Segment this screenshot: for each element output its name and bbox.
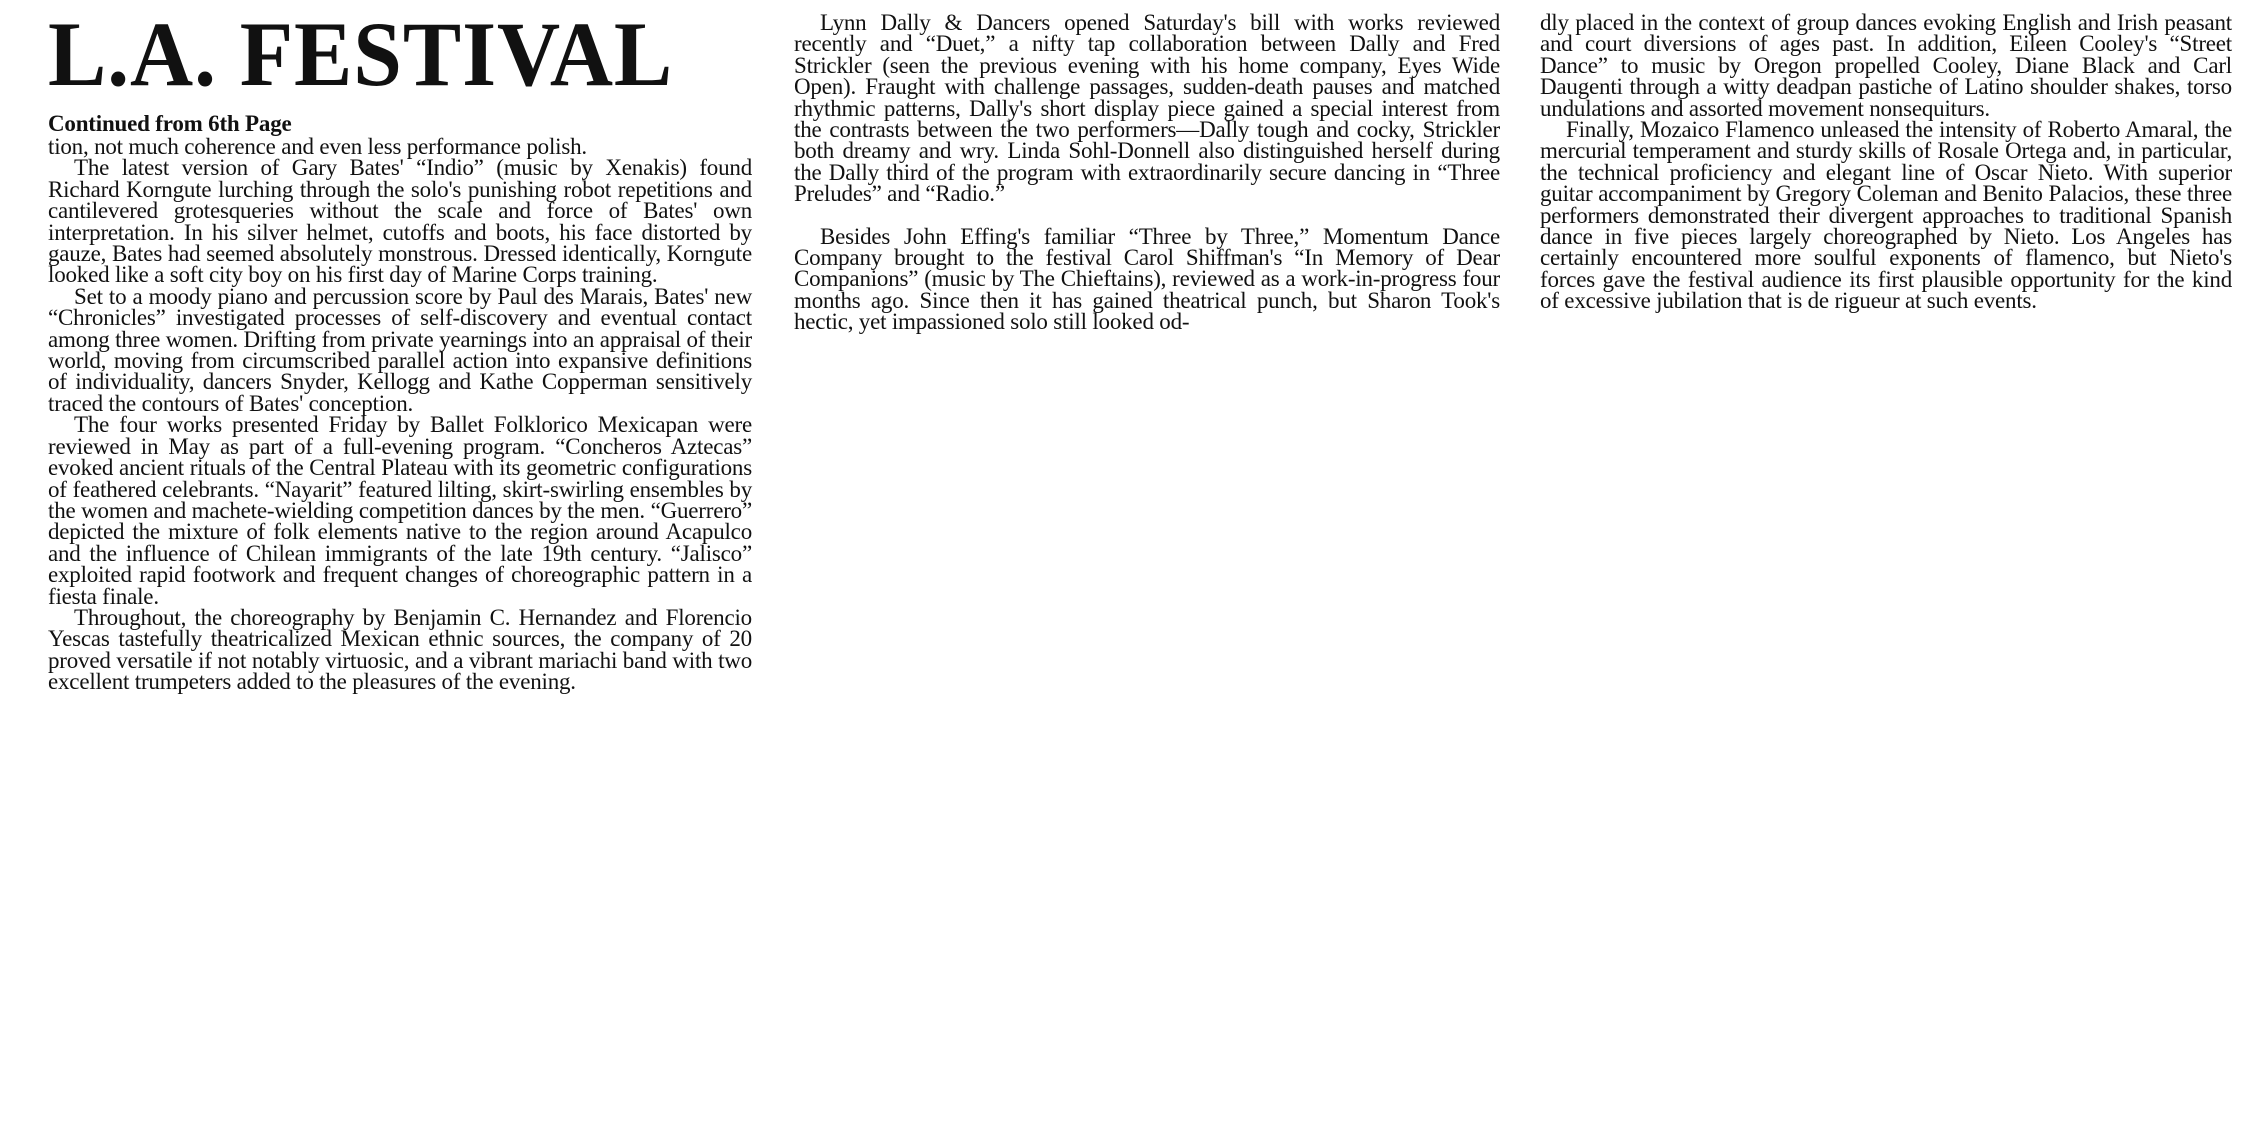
paragraph: The latest version of Gary Bates' “Indio” (music by Xenakis) found Richard Korngute lurching through the solo's punishing robot repetitions and cantilevered grotesqueries without the scale and force of Bates' own interpretation. In his silver helmet, cutoffs and boots, his face distorted by gauze, Bates had seemed absolutely monstrous. Dressed identically, Korngute looked like a soft city boy on his first day of Marine Corps training. <box>48 155 752 288</box>
paragraph: Lynn Dally & Dancers opened Saturday's bill with works reviewed recently and “Duet,” a nifty tap collaboration between Dally and Fred Strickler (seen the previous evening with his home company, Eyes Wide Open). Fraught with challenge passages, sudden-death pauses and matched rhythmic patterns, Dally's short display piece gained a special interest from the contrasts between the two performers—Dally tough and cocky, Strickler both dreamy and wry. Linda Sohl-Donnell also distinguished herself during the Dally third of the program with extraordinarily secure dancing in “Three Preludes” and “Radio.” <box>794 10 1500 207</box>
paragraph: Throughout, the choreography by Benjamin C. Hernandez and Florencio Yescas tastefully theatricalized Mexican ethnic sources, the company of 20 proved versatile if not notably virtuosic, and a vibrant mariachi band with two excellent trumpeters added to the pleasures of the evening. <box>48 604 752 695</box>
paragraph: Besides John Effing's familiar “Three by Three,” Momentum Dance Company brought to the festival Carol Shiffman's “In Memory of Dear Companions” (music by The Chieftains), reviewed as a work-in-progress four months ago. Since then it has gained theatrical punch, but Sharon Took's hectic, yet impassioned solo still looked od- <box>794 223 1500 335</box>
paragraph: Set to a moody piano and percussion score by Paul des Marais, Bates' new “Chronicles” investigated processes of self-discovery and eventual contact among three women. Drifting from private yearnings into an appraisal of their world, moving from circumscribed parallel action into expansive definitions of individuality, dancers Snyder, Kellogg and Kathe Copperman sensitively traced the contours of Bates' conception. <box>48 283 752 416</box>
paragraph: The four works presented Friday by Ballet Folklorico Mexicapan were reviewed in May as part of a full-evening program. “Concheros Aztecas” evoked ancient rituals of the Central Plateau with its geometric configurations of feathered celebrants. “Nayarit” featured lilting, skirt-swirling ensembles by the women and machete-wielding competition dances by the men. “Guerrero” depicted the mixture of folk elements native to the region around Acapulco and the influence of Chilean immigrants of the late 19th century. “Jalisco” exploited rapid footwork and frequent changes of choreographic pattern in a fiesta finale. <box>48 412 752 609</box>
article-column-2 <box>794 12 1500 333</box>
paragraph: Finally, Mozaico Flamenco unleased the intensity of Roberto Amaral, the mercurial temperament and sturdy skills of Rosale Ortega and, in particular, the technical proficiency and elegant line of Oscar Nieto. With superior guitar accompaniment by Gregory Coleman and Benito Palacios, these three performers demonstrated their divergent approaches to traditional Spanish dance in five pieces largely choreographed by Nieto. Los Angeles has certainly encountered more soulful exponents of flamenco, but Nieto's forces gave the festival audience its first plausible opportunity for the kind of excessive jubilation that is de rigueur at such events. <box>1540 117 2232 314</box>
paragraph: dly placed in the context of group dances evoking English and Irish peasant and court diversions of ages past. In addition, Eileen Cooley's “Street Dance” to music by Oregon propelled Cooley, Diane Black and Carl Daugenti through a witty deadpan pastiche of Latino shoulder shakes, torso undulations and assorted movement nonsequiturs. <box>1540 10 2232 121</box>
paragraph: tion, not much coherence and even less performance polish. <box>48 134 587 159</box>
article-column-1 <box>48 3 752 695</box>
headline: L.A. FESTIVAL <box>48 3 674 105</box>
continued-line: Continued from 6th Page <box>48 111 292 136</box>
article-column-3 <box>1540 12 2232 312</box>
